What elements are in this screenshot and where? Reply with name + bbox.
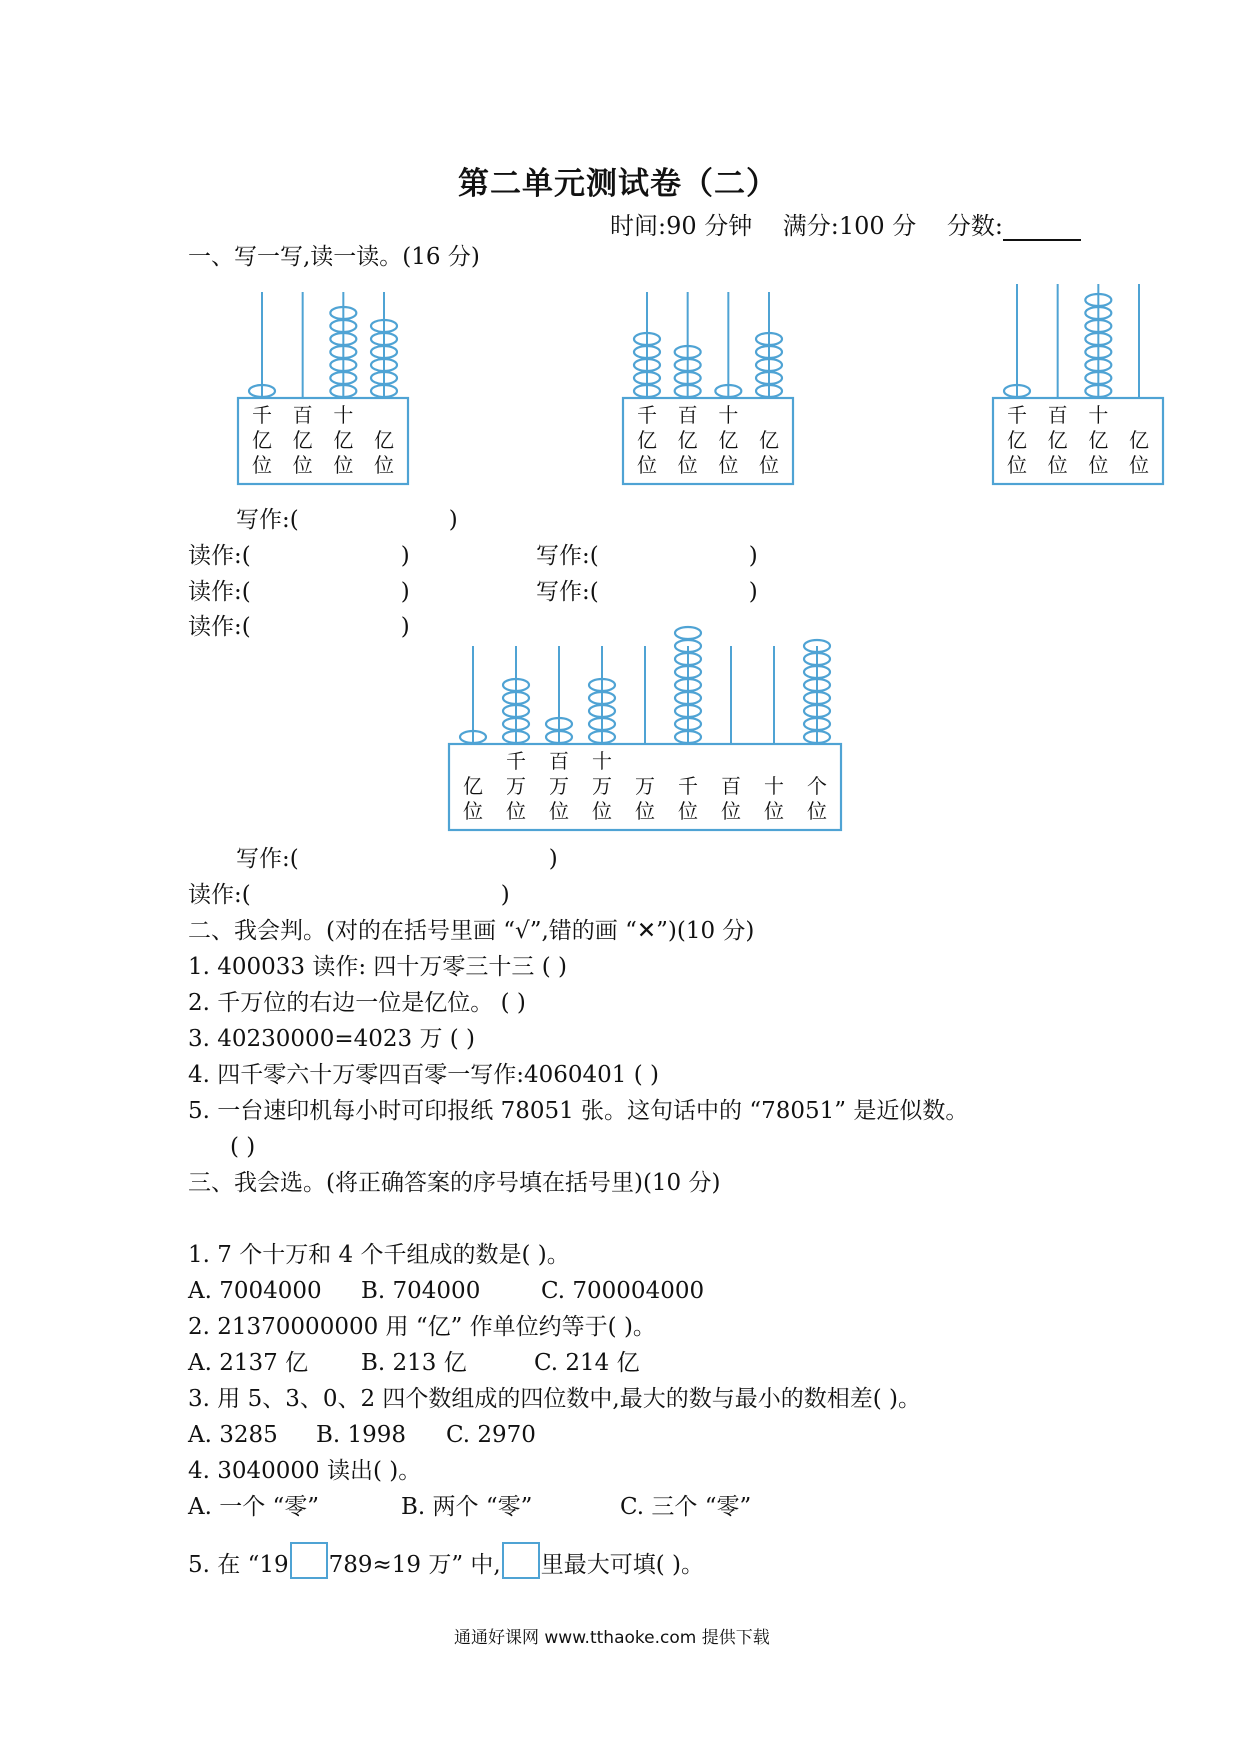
write-line-3: 写作:( ) bbox=[536, 579, 758, 605]
place-label: 亿 bbox=[1047, 428, 1068, 452]
judge-item-4: 4. 四千零六十万零四百零一写作:4060401 ( ) bbox=[188, 1062, 660, 1088]
judge-item-3: 3. 40230000=4023 万 ( ) bbox=[188, 1026, 476, 1052]
read-line-4: 读作:( ) bbox=[188, 882, 510, 908]
place-label: 百 bbox=[677, 403, 698, 427]
score-blank[interactable] bbox=[1003, 215, 1081, 241]
place-label: 亿 bbox=[1129, 428, 1149, 452]
place-label: 亿 bbox=[1007, 428, 1027, 452]
write-line-2: 写作:( ) bbox=[536, 543, 758, 569]
place-label: 位 bbox=[549, 799, 569, 823]
place-label: 十 bbox=[333, 403, 354, 427]
place-label: 十 bbox=[764, 774, 784, 798]
choice-q3: 3. 用 5、3、0、2 四个数组成的四位数中,最大的数与最小的数相差( )。 bbox=[188, 1386, 921, 1412]
place-label: 位 bbox=[678, 799, 698, 823]
choice-q4-a: A. 一个 “零” bbox=[188, 1494, 320, 1520]
judge-item-5-answer: ( ) bbox=[230, 1134, 256, 1160]
place-label: 位 bbox=[374, 453, 394, 477]
place-label: 位 bbox=[506, 799, 526, 823]
choice-q4-c: C. 三个 “零” bbox=[620, 1494, 752, 1520]
footer-source: 通通好课网 www.tthaoke.com 提供下载 bbox=[454, 1628, 770, 1648]
place-label: 位 bbox=[718, 453, 739, 477]
write-line-1: 写作:( ) bbox=[236, 507, 458, 533]
place-label: 亿 bbox=[333, 428, 354, 452]
place-label: 千 bbox=[678, 774, 698, 798]
place-label: 千 bbox=[252, 403, 272, 427]
section3-heading: 三、我会选。(将正确答案的序号填在括号里)(10 分) bbox=[188, 1170, 721, 1196]
place-label: 位 bbox=[807, 799, 827, 823]
read-line-1: 读作:( ) bbox=[188, 543, 410, 569]
abacus-4 bbox=[448, 646, 842, 832]
read-line-3: 读作:( ) bbox=[188, 614, 410, 640]
place-label: 亿 bbox=[374, 428, 394, 452]
place-label: 十 bbox=[592, 749, 612, 773]
choice-q2-b: B. 213 亿 bbox=[361, 1350, 467, 1376]
place-label: 位 bbox=[759, 453, 779, 477]
place-label: 位 bbox=[637, 453, 657, 477]
place-label: 位 bbox=[1129, 453, 1149, 477]
place-label: 位 bbox=[677, 453, 698, 477]
choice-q3-a: A. 3285 bbox=[188, 1422, 278, 1448]
place-label: 亿 bbox=[463, 774, 483, 798]
place-label: 千 bbox=[1007, 403, 1027, 427]
place-label: 位 bbox=[1007, 453, 1027, 477]
place-label: 位 bbox=[635, 799, 655, 823]
place-label: 亿 bbox=[252, 428, 272, 452]
write-line-4: 写作:( ) bbox=[236, 846, 558, 872]
choice-q2-a: A. 2137 亿 bbox=[188, 1350, 309, 1376]
place-label: 位 bbox=[1088, 453, 1109, 477]
place-label: 亿 bbox=[637, 428, 657, 452]
section1-heading: 一、写一写,读一读。(16 分) bbox=[188, 244, 480, 270]
abacus-3 bbox=[992, 284, 1164, 486]
digit-box-reference bbox=[502, 1542, 540, 1579]
exam-meta bbox=[610, 206, 1081, 241]
place-label: 十 bbox=[718, 403, 739, 427]
place-label: 万 bbox=[549, 774, 569, 798]
place-label: 位 bbox=[463, 799, 483, 823]
place-label: 千 bbox=[637, 403, 657, 427]
place-label: 位 bbox=[333, 453, 354, 477]
place-label: 位 bbox=[592, 799, 612, 823]
place-label: 亿 bbox=[677, 428, 698, 452]
place-label: 千 bbox=[506, 749, 526, 773]
place-label: 万 bbox=[506, 774, 526, 798]
choice-q4: 4. 3040000 读出( )。 bbox=[188, 1458, 422, 1484]
digit-box-inline[interactable] bbox=[290, 1542, 328, 1579]
abacus-1 bbox=[237, 292, 409, 486]
place-label: 万 bbox=[635, 774, 655, 798]
choice-q1-c: C. 700004000 bbox=[541, 1278, 705, 1304]
page-title: 第二单元测试卷（二） bbox=[458, 166, 778, 202]
judge-item-2: 2. 千万位的右边一位是亿位。 ( ) bbox=[188, 990, 526, 1016]
judge-item-1: 1. 400033 读作: 四十万零三十三 ( ) bbox=[188, 954, 567, 980]
place-label: 位 bbox=[764, 799, 784, 823]
place-label: 百 bbox=[292, 403, 313, 427]
choice-q5: 5. 在 “19 789≈19 万” 中, 里最大可填( )。 bbox=[188, 1542, 704, 1580]
place-label: 万 bbox=[592, 774, 612, 798]
choice-q2: 2. 21370000000 用 “亿” 作单位约等于( )。 bbox=[188, 1314, 656, 1340]
choice-q1-a: A. 7004000 bbox=[188, 1278, 322, 1304]
place-label: 百 bbox=[549, 749, 569, 773]
place-label: 位 bbox=[252, 453, 272, 477]
score-label: 分数: bbox=[946, 212, 1003, 240]
abacus-2 bbox=[622, 292, 794, 486]
place-label: 十 bbox=[1088, 403, 1109, 427]
place-label: 位 bbox=[721, 799, 741, 823]
choice-q1: 1. 7 个十万和 4 个千组成的数是( )。 bbox=[188, 1242, 570, 1268]
place-label: 位 bbox=[292, 453, 313, 477]
abacus-bead bbox=[675, 627, 701, 639]
section2-heading: 二、我会判。(对的在括号里画 “√”,错的画 “✕”)(10 分) bbox=[188, 918, 755, 944]
place-label: 亿 bbox=[718, 428, 739, 452]
time-limit: 时间:90 分钟 bbox=[610, 212, 753, 240]
place-label: 百 bbox=[1047, 403, 1068, 427]
choice-q2-c: C. 214 亿 bbox=[534, 1350, 640, 1376]
place-label: 百 bbox=[721, 774, 741, 798]
place-label: 个 bbox=[807, 774, 827, 798]
read-line-2: 读作:( ) bbox=[188, 579, 410, 605]
choice-q3-c: C. 2970 bbox=[446, 1422, 536, 1448]
judge-item-5: 5. 一台速印机每小时可印报纸 78051 张。这句话中的 “78051” 是近似数。 bbox=[188, 1098, 969, 1124]
choice-q3-b: B. 1998 bbox=[316, 1422, 407, 1448]
full-marks: 满分:100 分 bbox=[782, 212, 917, 240]
choice-q1-b: B. 704000 bbox=[361, 1278, 481, 1304]
place-label: 亿 bbox=[292, 428, 313, 452]
choice-q4-b: B. 两个 “零” bbox=[401, 1494, 533, 1520]
place-label: 亿 bbox=[1088, 428, 1109, 452]
place-label: 亿 bbox=[759, 428, 779, 452]
place-label: 位 bbox=[1047, 453, 1068, 477]
